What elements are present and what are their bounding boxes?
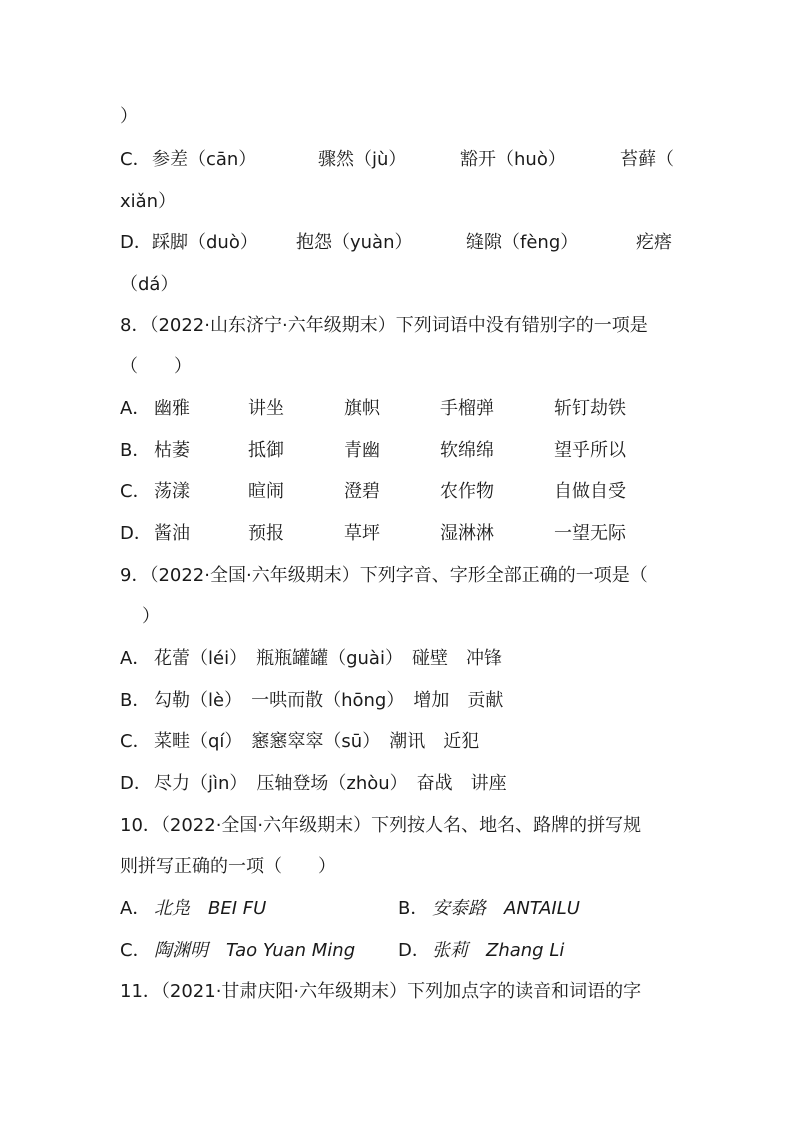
q9-option-b: B． 勾勒（lè） 一哄而散（hōng） 增加 贡献 xyxy=(120,690,504,711)
q8-option-d: D． 酱油 预报 草坪 湿淋淋 一望无际 xyxy=(120,523,626,544)
q7-option-d xyxy=(120,228,680,258)
q8-stem: 8．（2022·山东济宁·六年级期末）下列词语中没有错别字的一项是 xyxy=(120,315,648,336)
q8-option-a: A． 幽雅 讲坐 旗帜 手榴弹 斩钉劫铁 xyxy=(120,398,626,419)
q9-stem-end: ） xyxy=(142,606,160,627)
q7-d-item-1: 踩脚（duò） xyxy=(152,232,258,253)
q7-paren-close: ） xyxy=(120,106,138,127)
q7-option-c xyxy=(120,145,680,175)
option-label: C． xyxy=(120,149,151,170)
q9-stem: 9．（2022·全国·六年级期末）下列字音、字形全部正确的一项是（ xyxy=(120,565,648,586)
q7-option-d-wrap: （dá） xyxy=(120,274,179,295)
q9-option-c: C． 菜畦（qí） 窸窸窣窣（sū） 潮讯 近犯 xyxy=(120,731,480,752)
q10-options-ab: A． 北凫 BEI FU B． 安泰路 ANTAILU xyxy=(120,898,580,919)
q8-option-b: B． 枯萎 抵御 青幽 软绵绵 望乎所以 xyxy=(120,440,626,461)
q7-d-item-2: 抱怨（yuàn） xyxy=(296,232,413,253)
option-label: D． xyxy=(120,232,152,253)
q7-c-item-3: 豁开（huò） xyxy=(460,149,566,170)
q7-option-c-wrap: xiǎn） xyxy=(120,191,177,212)
q7-c-item-1: 参差（cān） xyxy=(152,149,257,170)
q9-option-d: D． 尽力（jìn） 压轴登场（zhòu） 奋战 讲座 xyxy=(120,773,507,794)
q7-c-item-4: 苔藓（ xyxy=(620,149,674,170)
q9-option-a: A． 花蕾（léi） 瓶瓶罐罐（guài） 碰壁 冲锋 xyxy=(120,648,502,669)
q8-paren: （ ） xyxy=(120,356,192,377)
q7-d-item-4: 疙瘩 xyxy=(636,232,672,253)
q7-d-item-3: 缝隙（fèng） xyxy=(466,232,579,253)
q7-c-item-2: 骤然（jù） xyxy=(318,149,407,170)
q10-options-cd: C． 陶渊明 Tao Yuan Ming D． 张莉 Zhang Li xyxy=(120,940,565,961)
q10-stem: 10．（2022·全国·六年级期末）下列按人名、地名、路牌的拼写规 xyxy=(120,815,642,836)
q11-stem: 11．（2021·甘肃庆阳·六年级期末）下列加点字的读音和词语的字 xyxy=(120,981,642,1002)
q8-option-c: C． 荡漾 暄闹 澄碧 农作物 自做自受 xyxy=(120,481,626,502)
q10-stem-2: 则拼写正确的一项（ ） xyxy=(120,856,336,877)
